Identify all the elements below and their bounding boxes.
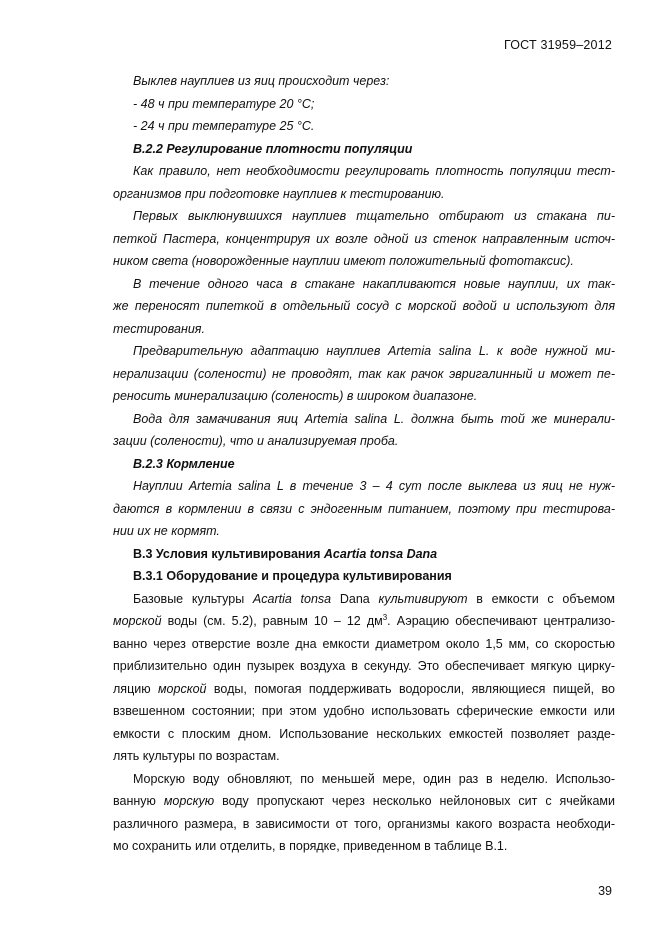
text-span: ванную — [113, 794, 164, 808]
text-line: мо сохранить или отделить, в порядке, приведенном в таблице В.1. — [113, 839, 508, 853]
section-heading: В.3.1 Оборудование и процедура культивирования — [133, 569, 452, 583]
text-span: воды (см. 5.2), равным 10 – 12 дм — [161, 614, 383, 628]
text-line: Науплии Artemia salina L в течение 3 – 4 сут после выклева из яиц не нуж- — [133, 479, 615, 493]
text-span: . Аэрацию обеспечивают централизо- — [387, 614, 615, 628]
species-name: Acartia tonsa — [252, 591, 332, 606]
text-line: Как правило, нет необходимости регулировать плотность популяции тест- — [133, 164, 615, 178]
list-item: - 24 ч при температуре 25 °С. — [133, 119, 315, 133]
text-line: лять культуры по возрастам. — [113, 749, 280, 763]
text-span: воду пропускают через несколько нейлоновых сит с ячейками — [214, 794, 616, 808]
text-line: нии их не кормят. — [113, 524, 220, 538]
text-line: взвешенном состоянии; при этом удобно использовать сферические емкости или — [113, 704, 615, 718]
text-line: Первых выклюнувшихся науплиев тщательно отбирают из стакана пи- — [133, 209, 615, 223]
list-item: - 48 ч при температуре 20 °С; — [133, 96, 315, 111]
text-line: даются в кормлении в связи с эндогенным питанием, поэтому при тестирова- — [113, 501, 615, 516]
text-line — [113, 790, 615, 813]
text-line: ником света (новорожденные науплии имеют положительный фототаксис). — [113, 254, 574, 268]
text-span: морской — [157, 681, 207, 696]
section-heading — [113, 543, 615, 566]
text-span: морской — [113, 614, 162, 628]
text-line: организмов при подготовке науплиев к тестированию. — [113, 186, 445, 201]
superscript: 3 — [382, 613, 388, 622]
text-line — [113, 610, 615, 633]
text-line: же переносят пипеткой в отдельный сосуд с морской водой и используют для — [113, 299, 615, 313]
text-line: различного размера, в зависимости от того, организмы какого возраста необходи- — [113, 816, 615, 831]
text-line: В течение одного часа в стакане накапливаются новые науплии, их так- — [133, 276, 615, 291]
text-line — [113, 588, 615, 611]
standard-code-header: ГОСТ 31959–2012 — [503, 38, 612, 52]
text-line: Морскую воду обновляют, по меньшей мере, один раз в неделю. Использо- — [133, 771, 615, 786]
text-line: зации (солености), что и анализируемая проба. — [113, 434, 399, 448]
species-name: Acartia tonsa Dana — [323, 546, 438, 561]
text-span: в емкости с объемом — [467, 591, 615, 606]
text-line: петкой Пастера, концентрируя их возле одной из стенок направленным источ- — [113, 231, 615, 246]
text-line: емкости с плоским дном. Использование нескольких емкостей позволяет разде- — [113, 726, 615, 741]
document-body — [113, 70, 615, 858]
text-line: приблизительно один пузырек воздуха в секунду. Это обеспечивает мягкую цирку- — [113, 659, 615, 673]
heading-text: В.3 Условия культивирования — [133, 546, 324, 561]
text-line — [113, 678, 615, 701]
section-heading: В.2.2 Регулирование плотности популяции — [133, 141, 413, 156]
text-line: тестирования. — [113, 321, 205, 336]
text-span: морскую — [163, 794, 215, 808]
text-line: реносить минерализацию (соленость) в широком диапазоне. — [113, 389, 478, 403]
text-span: воды, помогая поддерживать водоросли, являющиеся пищей, во — [206, 681, 615, 696]
text-line: Выклев науплиев из яиц происходит через: — [133, 74, 390, 88]
text-line: нерализации (солености) не проводят, так как рачок эвригалинный и может пе- — [113, 366, 615, 381]
text-span: ляцию — [113, 681, 158, 696]
text-line: Предварительную адаптацию науплиев Artemia salina L. к воде нужной ми- — [133, 344, 615, 358]
text-line: ванно через отверстие возле дна емкости диаметром около 1,5 мм, со скоростью — [113, 636, 615, 651]
section-heading: В.2.3 Кормление — [133, 456, 235, 471]
text-span: культивируют — [378, 591, 468, 606]
text-span: Dana — [331, 591, 379, 606]
text-span: Базовые культуры — [133, 591, 253, 606]
text-line: Вода для замачивания яиц Artemia salina L. должна быть той же минерали- — [133, 411, 615, 426]
page-number: 39 — [598, 884, 612, 898]
